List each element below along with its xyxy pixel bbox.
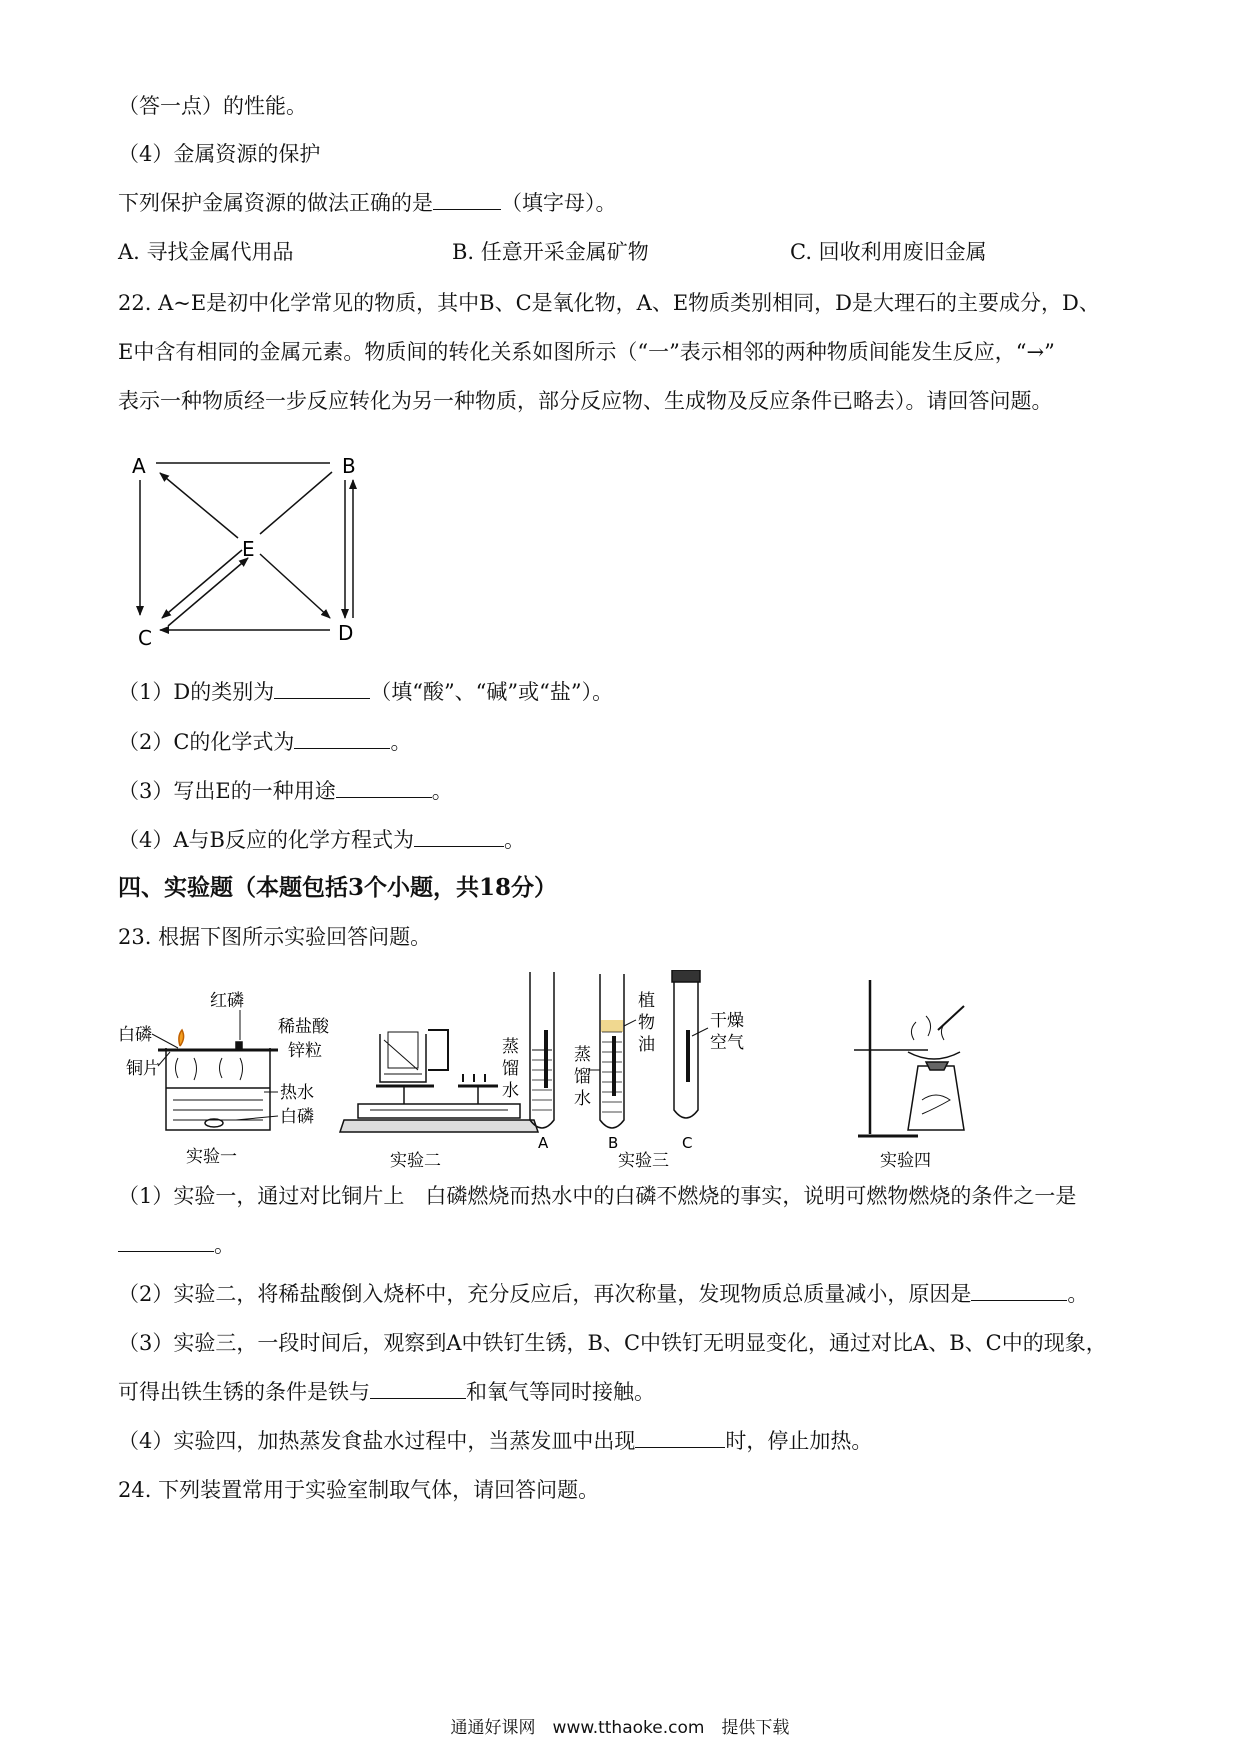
answer-blank[interactable] — [414, 826, 504, 847]
text: 。 — [1067, 1282, 1089, 1306]
text: 。 — [214, 1233, 235, 1257]
experiment-3 — [530, 970, 708, 1128]
label-experiment-2: 实验二 — [390, 1151, 441, 1170]
arrow-e-c — [162, 550, 242, 618]
relation-diagram — [120, 450, 380, 650]
flame-icon — [179, 1030, 184, 1046]
label-distilled-water-a-3: 水 — [502, 1081, 519, 1101]
label-experiment-3: 实验三 — [618, 1151, 669, 1170]
question-24-line: 24. 下列装置常用于实验室制取气体，请回答问题。 — [118, 1478, 600, 1502]
label-dilute-hcl: 稀盐酸 — [278, 1017, 329, 1037]
label-tube-c: C — [682, 1134, 693, 1152]
text: 和氧气等同时接触。 — [466, 1380, 655, 1404]
node-c: C — [138, 626, 152, 650]
label-distilled-water-a-2: 馏 — [502, 1059, 519, 1079]
red-phosphorus — [236, 1042, 242, 1050]
answer-blank[interactable] — [294, 728, 390, 749]
oil-layer — [601, 1020, 623, 1032]
experiment-figure — [118, 970, 978, 1170]
text: （3）写出E的一种用途 — [118, 779, 336, 803]
label-experiment-1: 实验一 — [186, 1147, 237, 1167]
text-line: （答一点）的性能。 — [118, 94, 307, 118]
question-22-line: 表示一种物质经一步反应转化为另一种物质，部分反应物、生成物及反应条件已略去）。请回答问题。 — [118, 389, 1053, 413]
exp-question-1: （1）实验一，通过对比铜片上 白磷燃烧而热水中的白磷不燃烧的事实，说明可燃物燃烧的条件之一是 — [118, 1184, 1077, 1208]
answer-blank[interactable] — [274, 678, 370, 699]
text: （填字母）。 — [501, 191, 617, 215]
text: （1）D的类别为 — [118, 680, 275, 704]
arrow-e-d — [260, 554, 330, 618]
exp-question-4 — [118, 1427, 872, 1455]
text: 时，停止加热。 — [725, 1429, 873, 1453]
option-a: A. 寻找金属代用品 — [118, 240, 294, 264]
label-tube-b: B — [608, 1134, 619, 1152]
text: 。 — [431, 779, 453, 803]
text: 。 — [390, 730, 412, 754]
exp-question-1-cont — [118, 1231, 235, 1259]
page-footer: 通通好课网 www.tthaoke.com 提供下载 — [450, 1718, 790, 1738]
label-vegetable-oil-2: 物 — [638, 1013, 655, 1033]
label-tube-a: A — [538, 1134, 549, 1152]
arrow-c-e — [168, 558, 248, 626]
stopper — [672, 970, 700, 982]
label-dry-air-2: 空气 — [710, 1033, 744, 1053]
label-distilled-water-b-1: 蒸 — [574, 1045, 591, 1065]
evaporating-dish — [908, 1052, 960, 1059]
label-dry-air-1: 干燥 — [710, 1011, 744, 1031]
option-c: C. 回收利用废旧金属 — [790, 240, 987, 264]
label-distilled-water-a-1: 蒸 — [502, 1037, 519, 1057]
question-22-line: E中含有相同的金属元素。物质间的转化关系如图所示（“一”表示相邻的两种物质间能发生反应，“→” — [118, 340, 1055, 364]
question-23-line: 23. 根据下图所示实验回答问题。 — [118, 925, 432, 949]
node-b: B — [342, 454, 356, 478]
exp-question-3-cont — [118, 1378, 655, 1406]
node-d: D — [338, 621, 354, 645]
label-white-phosphorus-bottom: 白磷 — [280, 1107, 314, 1127]
text: 可得出铁生锈的条件是铁与 — [118, 1380, 370, 1404]
exp-question-2 — [118, 1280, 1088, 1308]
option-b: B. 任意开采金属矿物 — [452, 240, 649, 264]
text-line: （4）金属资源的保护 — [118, 142, 321, 166]
answer-blank[interactable] — [971, 1280, 1067, 1301]
label-zinc-granules: 锌粒 — [288, 1041, 322, 1061]
answer-blank[interactable] — [118, 1231, 214, 1252]
node-a: A — [132, 454, 146, 478]
text: （2）C的化学式为 — [118, 730, 295, 754]
exp-question-3: （3）实验三，一段时间后，观察到A中铁钉生锈，B、C中铁钉无明显变化，通过对比A、B、C中的现象， — [118, 1331, 1107, 1355]
sub-question-1 — [118, 678, 613, 706]
text: 。 — [503, 828, 525, 852]
answer-blank[interactable] — [635, 1427, 725, 1448]
sub-question-2 — [118, 728, 411, 756]
question-22-line: 22. A~E是初中化学常见的物质，其中B、C是氧化物，A、E物质类别相同，D是大理石的主要成分，D、 — [118, 291, 1100, 315]
section-heading: 四、实验题（本题包括3个小题，共18分） — [118, 874, 558, 901]
answer-blank[interactable] — [336, 777, 432, 798]
glass-rod — [938, 1006, 964, 1030]
label-experiment-4: 实验四 — [880, 1151, 931, 1170]
edge-b-e — [260, 472, 332, 534]
text: （4）A与B反应的化学方程式为 — [118, 828, 414, 852]
arrow-e-a — [160, 473, 238, 538]
label-copper-sheet: 铜片 — [126, 1059, 160, 1079]
text: （填“酸”、“碱”或“盐”）。 — [370, 680, 614, 704]
label-distilled-water-b-3: 水 — [574, 1089, 591, 1109]
sub-question-3 — [118, 777, 453, 805]
answer-blank[interactable] — [370, 1378, 466, 1399]
label-white-phosphorus-top: 白磷 — [118, 1025, 152, 1045]
label-vegetable-oil-1: 植 — [638, 991, 655, 1011]
answer-blank[interactable] — [433, 189, 501, 210]
sub-question-4 — [118, 826, 525, 854]
text: （4）实验四，加热蒸发食盐水过程中，当蒸发皿中出现 — [118, 1429, 636, 1453]
text: 下列保护金属资源的做法正确的是 — [118, 191, 433, 215]
label-hot-water: 热水 — [280, 1083, 314, 1103]
label-red-phosphorus: 红磷 — [210, 991, 244, 1011]
experiment-4 — [854, 980, 964, 1136]
node-e: E — [242, 537, 255, 561]
text: （2）实验二，将稀盐酸倒入烧杯中，充分反应后，再次称量，发现物质总质量减小，原因是 — [118, 1282, 972, 1306]
label-vegetable-oil-3: 油 — [638, 1035, 655, 1055]
experiment-1 — [152, 1010, 278, 1130]
label-distilled-water-b-2: 馏 — [574, 1067, 591, 1087]
alcohol-lamp-flame — [922, 1095, 950, 1114]
question-line — [118, 189, 617, 217]
